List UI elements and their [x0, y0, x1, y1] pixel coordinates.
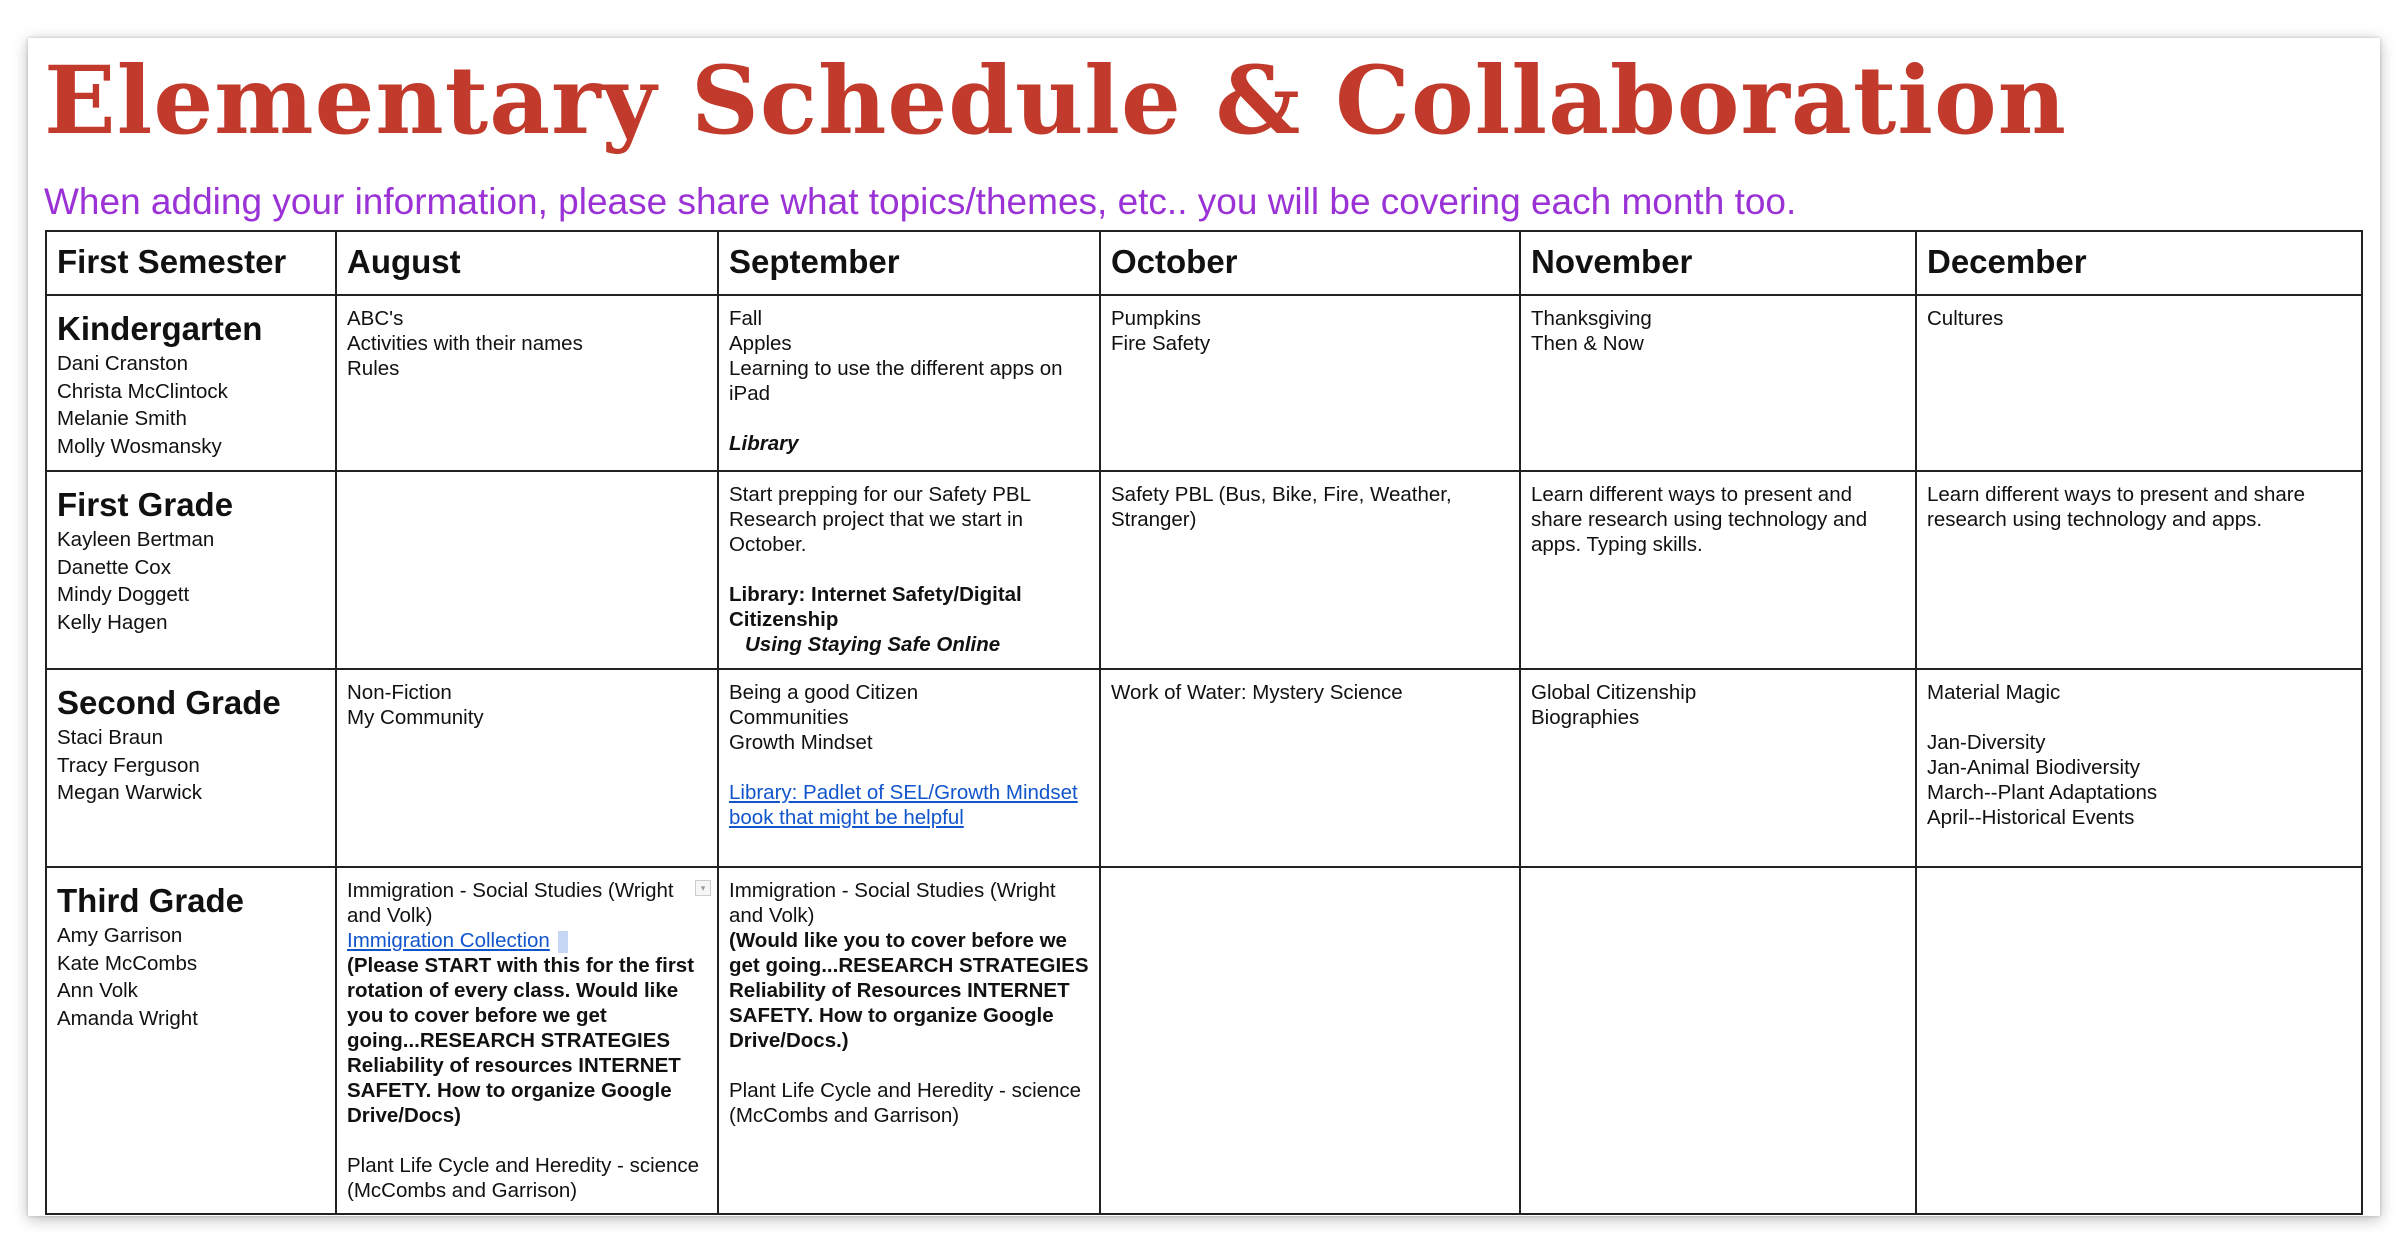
- cell-text-line: [729, 431, 1089, 456]
- cell-text: April--Historical Events: [1927, 806, 2135, 829]
- cell-text-line: [1531, 482, 1905, 557]
- grade-name: Kindergarten: [57, 310, 263, 347]
- line-gap: [729, 1053, 1089, 1078]
- cell-text: Pumpkins: [1111, 307, 1202, 330]
- cell-text: (Would like you to cover before we get going...RESEARCH STRATEGIES Reliability of Resources INTERNET SAFETY. How to organize Google Drive/Docs.): [729, 929, 1089, 1052]
- cell-text: Biographies: [1531, 706, 1640, 729]
- cell-november[interactable]: [1520, 295, 1916, 471]
- cell-text-line: [1927, 780, 2351, 805]
- cell-text: Being a good Citizen: [729, 681, 919, 704]
- column-header-december[interactable]: December: [1916, 231, 2362, 295]
- cell-november[interactable]: [1520, 471, 1916, 669]
- cell-content: [729, 482, 1089, 657]
- cell-text-line: [729, 306, 1089, 331]
- cell-link[interactable]: Immigration Collection: [347, 929, 550, 952]
- column-header-october[interactable]: October: [1100, 231, 1520, 295]
- cell-text-line: [1927, 306, 2351, 331]
- table-row: [46, 867, 2362, 1214]
- cell-text-line: [729, 331, 1089, 356]
- cell-text: Global Citizenship: [1531, 681, 1697, 704]
- cell-text-line: [1111, 680, 1509, 705]
- cell-text-line: [1111, 306, 1509, 331]
- cell-content: [729, 306, 1089, 456]
- cell-text: Safety PBL (Bus, Bike, Fire, Weather, Stranger): [1111, 483, 1452, 531]
- cell-text: (Please START with this for the first rotation of every class. Would like you to cover before we get going...RESEARCH STRATEGIES Reliability of resources INTERNET SAFETY. How to organize Google Drive/Docs): [347, 954, 695, 1127]
- cell-september[interactable]: [718, 295, 1100, 471]
- cell-text: Library: [729, 432, 799, 455]
- teacher-name: Ann Volk: [57, 979, 138, 1002]
- table-row: [46, 669, 2362, 867]
- cell-text-line: [347, 1153, 707, 1203]
- cell-text: ABC's: [347, 307, 404, 330]
- cell-content: [1111, 306, 1509, 356]
- cell-content: [347, 878, 707, 1203]
- cell-text: Jan-Animal Biodiversity: [1927, 756, 2141, 779]
- cell-text-line: [729, 1078, 1089, 1128]
- cell-text-line: [347, 331, 707, 356]
- cell-november[interactable]: [1520, 867, 1916, 1214]
- column-header-august[interactable]: August: [336, 231, 718, 295]
- cell-link-line: [347, 928, 707, 953]
- table-row: [46, 471, 2362, 669]
- cell-content: [347, 680, 707, 730]
- cell-november[interactable]: [1520, 669, 1916, 867]
- teacher-name: Megan Warwick: [57, 781, 203, 804]
- cell-content: [1927, 482, 2351, 532]
- cell-text-line: [729, 582, 1089, 632]
- cell-text: Material Magic: [1927, 681, 2061, 704]
- cell-text: Learn different ways to present and share research using technology and apps.: [1927, 483, 2305, 531]
- cell-content: [1531, 306, 1905, 356]
- cell-text-line: [347, 356, 707, 381]
- column-header-september[interactable]: September: [718, 231, 1100, 295]
- cell-text: My Community: [347, 706, 484, 729]
- cell-text: Immigration - Social Studies (Wright and Volk): [347, 879, 674, 927]
- cell-text-line: [347, 705, 707, 730]
- cell-text: Fire Safety: [1111, 332, 1211, 355]
- cell-september[interactable]: [718, 669, 1100, 867]
- cell-text: Plant Life Cycle and Heredity - science (McCombs and Garrison): [729, 1079, 1082, 1127]
- cell-text-line: [1531, 306, 1905, 331]
- cell-text: Jan-Diversity: [1927, 731, 2046, 754]
- cell-text: Activities with their names: [347, 332, 583, 355]
- line-gap: [729, 406, 1089, 431]
- cell-august[interactable]: [336, 295, 718, 471]
- cell-october[interactable]: [1100, 867, 1520, 1214]
- cell-content: [1111, 482, 1509, 532]
- cell-text: Work of Water: Mystery Science: [1111, 681, 1403, 704]
- schedule-table: [45, 230, 2363, 1215]
- grade-cell[interactable]: [46, 669, 336, 867]
- cell-link-line: [729, 780, 1089, 830]
- cell-text-line: [1927, 482, 2351, 532]
- cell-text: Apples: [729, 332, 792, 355]
- cell-content: [1531, 482, 1905, 557]
- cell-text-line: [729, 928, 1089, 1053]
- teacher-name: Amanda Wright: [57, 1006, 198, 1030]
- cell-text: Plant Life Cycle and Heredity - science (McCombs and Garrison): [347, 1154, 700, 1202]
- cell-september[interactable]: [718, 471, 1100, 669]
- document-sheet: [28, 38, 2380, 1216]
- cell-text-line: [729, 356, 1089, 406]
- cell-text: Growth Mindset: [729, 731, 873, 754]
- cell-october[interactable]: [1100, 669, 1520, 867]
- cell-text-line: [729, 632, 1089, 657]
- cell-december[interactable]: [1916, 669, 2362, 867]
- cell-text: Fall: [729, 307, 763, 330]
- line-gap: [1927, 705, 2351, 730]
- cell-text-line: [1111, 331, 1509, 356]
- cell-text-line: [1531, 680, 1905, 705]
- cell-content: [347, 306, 707, 381]
- cell-august[interactable]: [336, 867, 718, 1214]
- cell-text-line: [347, 306, 707, 331]
- page-subtitle: When adding your information, please share what topics/themes, etc.. you will be covering each month too.: [44, 181, 1797, 222]
- teacher-name: Dani Cranston: [57, 352, 189, 375]
- cell-text-line: [347, 878, 707, 928]
- cell-text: Immigration - Social Studies (Wright and Volk): [729, 879, 1056, 927]
- cell-content: [729, 680, 1089, 830]
- cell-october[interactable]: [1100, 295, 1520, 471]
- cell-content: [1531, 680, 1905, 730]
- cell-text: Then & Now: [1531, 332, 1644, 355]
- grade-name: Third Grade: [57, 882, 245, 919]
- teacher-name: Kayleen Bertman: [57, 528, 215, 551]
- cell-text: Start prepping for our Safety PBL Research project that we start in October.: [729, 483, 1031, 556]
- cell-text-line: [1927, 755, 2351, 780]
- cell-text-line: [1111, 482, 1509, 532]
- cell-text: Non-Fiction: [347, 681, 452, 704]
- cell-text-line: [1531, 705, 1905, 730]
- column-header-semester[interactable]: First Semester: [46, 231, 336, 295]
- cell-link[interactable]: Library: Padlet of SEL/Growth Mindset book that might be helpful: [729, 781, 1078, 829]
- cell-text: Cultures: [1927, 307, 2004, 330]
- teacher-name: Staci Braun: [57, 726, 163, 749]
- cell-december[interactable]: [1916, 295, 2362, 471]
- teacher-name: Kate McCombs: [57, 951, 198, 975]
- teacher-name: Tracy Ferguson: [57, 753, 200, 777]
- cell-december[interactable]: [1916, 471, 2362, 669]
- cell-text-line: [729, 730, 1089, 755]
- cell-text: Library: Internet Safety/Digital Citizenship: [729, 583, 1022, 631]
- grade-cell[interactable]: [46, 471, 336, 669]
- table-row: [46, 295, 2362, 471]
- cell-december[interactable]: [1916, 867, 2362, 1214]
- cell-text-line: [347, 953, 707, 1128]
- cell-text: Communities: [729, 706, 849, 729]
- cell-text: Thanksgiving: [1531, 307, 1652, 330]
- page-title: Elementary Schedule & Collaboration: [44, 46, 2067, 156]
- teacher-name: Molly Wosmansky: [57, 434, 222, 458]
- cell-text: Rules: [347, 357, 400, 380]
- cell-text-line: [729, 705, 1089, 730]
- grade-cell[interactable]: [46, 867, 336, 1214]
- header-row: [46, 231, 2362, 295]
- teacher-name: Melanie Smith: [57, 407, 187, 430]
- grade-cell[interactable]: [46, 295, 336, 471]
- cell-text: Learn different ways to present and share research using technology and apps. Typing skills.: [1531, 483, 1868, 556]
- cell-content: [1927, 680, 2351, 830]
- cell-dropdown-icon[interactable]: ▾: [695, 880, 711, 896]
- cell-text-line: [1531, 331, 1905, 356]
- cell-content: [1111, 680, 1509, 705]
- column-header-november[interactable]: November: [1520, 231, 1916, 295]
- cell-september[interactable]: [718, 867, 1100, 1214]
- teacher-name: Amy Garrison: [57, 924, 183, 947]
- cell-content: [1927, 306, 2351, 331]
- cell-text: Using Staying Safe Online: [745, 633, 1001, 656]
- teacher-name: Danette Cox: [57, 555, 171, 579]
- cell-text-line: [1927, 680, 2351, 705]
- cell-october[interactable]: [1100, 471, 1520, 669]
- cell-text: Learning to use the different apps on iPad: [729, 357, 1063, 405]
- cell-text-line: [729, 680, 1089, 705]
- cell-august[interactable]: [336, 471, 718, 669]
- teacher-name: Christa McClintock: [57, 379, 228, 403]
- teacher-name: Kelly Hagen: [57, 610, 168, 634]
- cell-text-line: [729, 482, 1089, 557]
- cell-august[interactable]: [336, 669, 718, 867]
- grade-name: First Grade: [57, 486, 234, 523]
- line-gap: [347, 1128, 707, 1153]
- cell-text: March--Plant Adaptations: [1927, 781, 2158, 804]
- cell-content: [729, 878, 1089, 1128]
- cell-text-line: [729, 878, 1089, 928]
- grade-name: Second Grade: [57, 684, 281, 721]
- teacher-name: Mindy Doggett: [57, 583, 190, 606]
- line-gap: [729, 755, 1089, 780]
- line-gap: [729, 557, 1089, 582]
- cell-text-line: [347, 680, 707, 705]
- cell-text-line: [1927, 805, 2351, 830]
- cell-text-line: [1927, 730, 2351, 755]
- text-cursor-icon: [558, 931, 568, 953]
